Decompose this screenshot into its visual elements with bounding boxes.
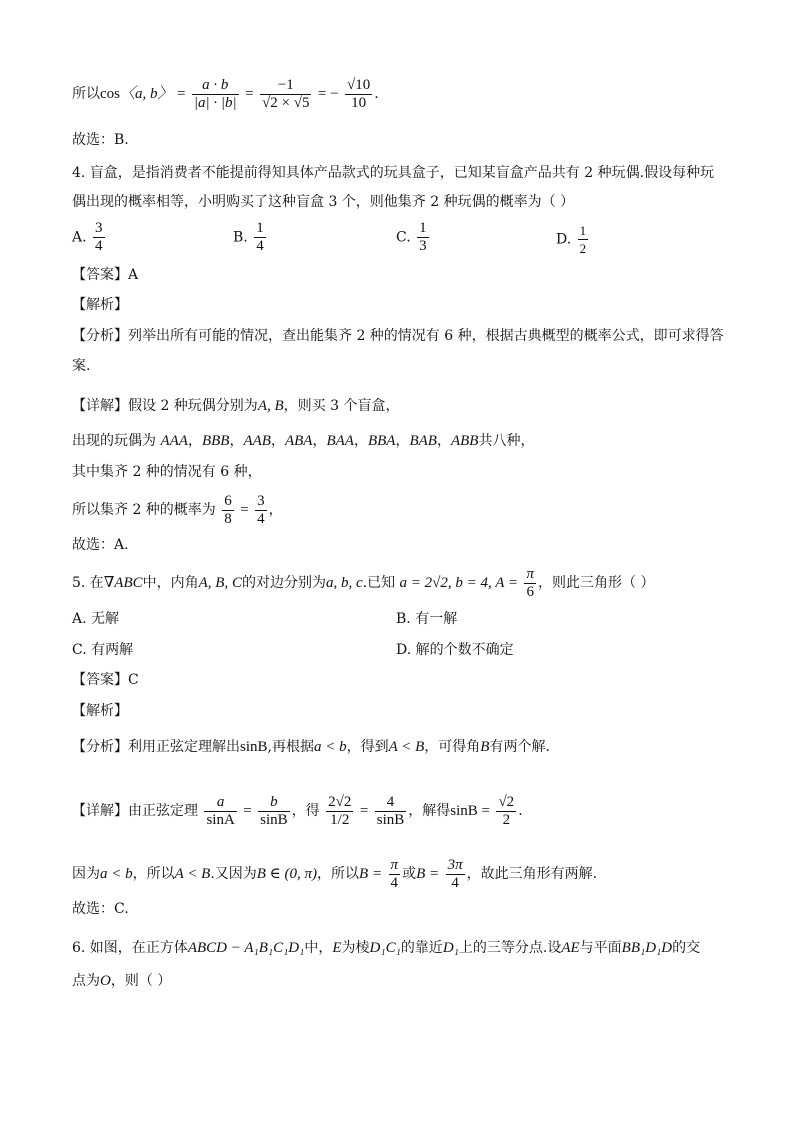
- q5-final: 故选：C.: [72, 901, 129, 917]
- q4-stem-line2: 偶出现的概率相等，小明购买了这种盲盒 3 个，则他集齐 2 种玩偶的概率为（ ）: [72, 194, 575, 210]
- q6-stem-line2: 点为O，则（ ）: [72, 973, 172, 989]
- q5-because: 因为a < b，所以A < B.又因为B ∈ (0, π)，所以B = $\frac{\pi}{4}$ 或B = $\frac{3\pi}{4}$ ，故此三角形有两解.: [72, 856, 598, 891]
- answer-line-b: 故选：B.: [72, 132, 129, 148]
- q4-stem-line1: 4. 盲盒，是指消费者不能提前得知具体产品款式的玩具盒子，已知某盲盒产品共有 2 种玩偶.假设每种玩: [72, 165, 715, 181]
- q4-fenxi-line2: 案.: [72, 358, 91, 374]
- q4-final: 故选：A.: [72, 537, 129, 553]
- q4-prob-line: 所以集齐 2 种的概率为 $\frac{6}{8}$ = $\frac{3}{4}$ ，: [72, 492, 283, 527]
- q5-stem: 5. 在∇ABC中，内角A, B, C的对边分别为a, b, c.已知 a = 2√2, b = 4, A = $\frac{\pi}{6}$ ，则此三角形（ ）: [72, 565, 655, 600]
- q5-option-a[interactable]: A. 无解: [72, 611, 120, 627]
- q4-option-a[interactable]: A. $\frac{3}{4}$: [72, 220, 103, 254]
- q5-answer: 【答案】C: [72, 672, 139, 688]
- q4-option-c[interactable]: C. $\frac{1}{3}$: [396, 220, 427, 254]
- q4-option-d[interactable]: D. $\frac{1}{2}$: [556, 223, 587, 256]
- q4-option-b[interactable]: B. $\frac{1}{4}$: [233, 220, 264, 254]
- q4-answer: 【答案】A: [72, 267, 139, 283]
- q4-jiexi: 【解析】: [72, 297, 128, 313]
- q5-xiangjie: 【详解】由正弦定理 $\frac{a}{\sin A}$ = $\frac{b}{\sin B}$ ，得 $\frac{2√2}{1/2}$ = $\frac{4}{\sin B}$ ，解得sinB = $\frac{√2}{2}$ .: [72, 793, 523, 828]
- q6-stem-line1: 6. 如图，在正方体ABCD − A₁B₁C₁D₁中，E为棱D₁C₁的靠近D₁上的三等分点.设AE与平面BB₁D₁D的交: [72, 940, 701, 956]
- q4-fenxi-line1: 【分析】列举出所有可能的情况，查出能集齐 2 种的情况有 6 种，根据古典概型的概率公式，即可求得答: [72, 328, 724, 344]
- q4-xiangjie: 【详解】假设 2 种玩偶分别为A, B，则买 3 个盲盒，: [72, 398, 400, 414]
- q5-fenxi: 【分析】利用正弦定理解出sinB,再根据a < b，得到A < B，可得角B有两个解.: [72, 739, 550, 755]
- q5-jiexi: 【解析】: [72, 703, 128, 719]
- q4-count-line: 其中集齐 2 种的情况有 6 种，: [72, 464, 262, 480]
- cos-formula-line: 所以cos〈a, b〉 = $\frac{a \cdot b}{|a| \cdot |b|}$ = $\frac{-1}{√2 \times √5}$ = − $\frac{√10}{10}$ .: [72, 76, 379, 111]
- q5-option-b[interactable]: B. 有一解: [396, 611, 458, 627]
- q4-outcome-list: 出现的玩偶为 AAA，BBB，AAB，ABA，BAA，BBA，BAB，ABB共八种，: [72, 433, 535, 449]
- q5-option-d[interactable]: D. 解的个数不确定: [396, 642, 514, 658]
- q5-option-c[interactable]: C. 有两解: [72, 642, 134, 658]
